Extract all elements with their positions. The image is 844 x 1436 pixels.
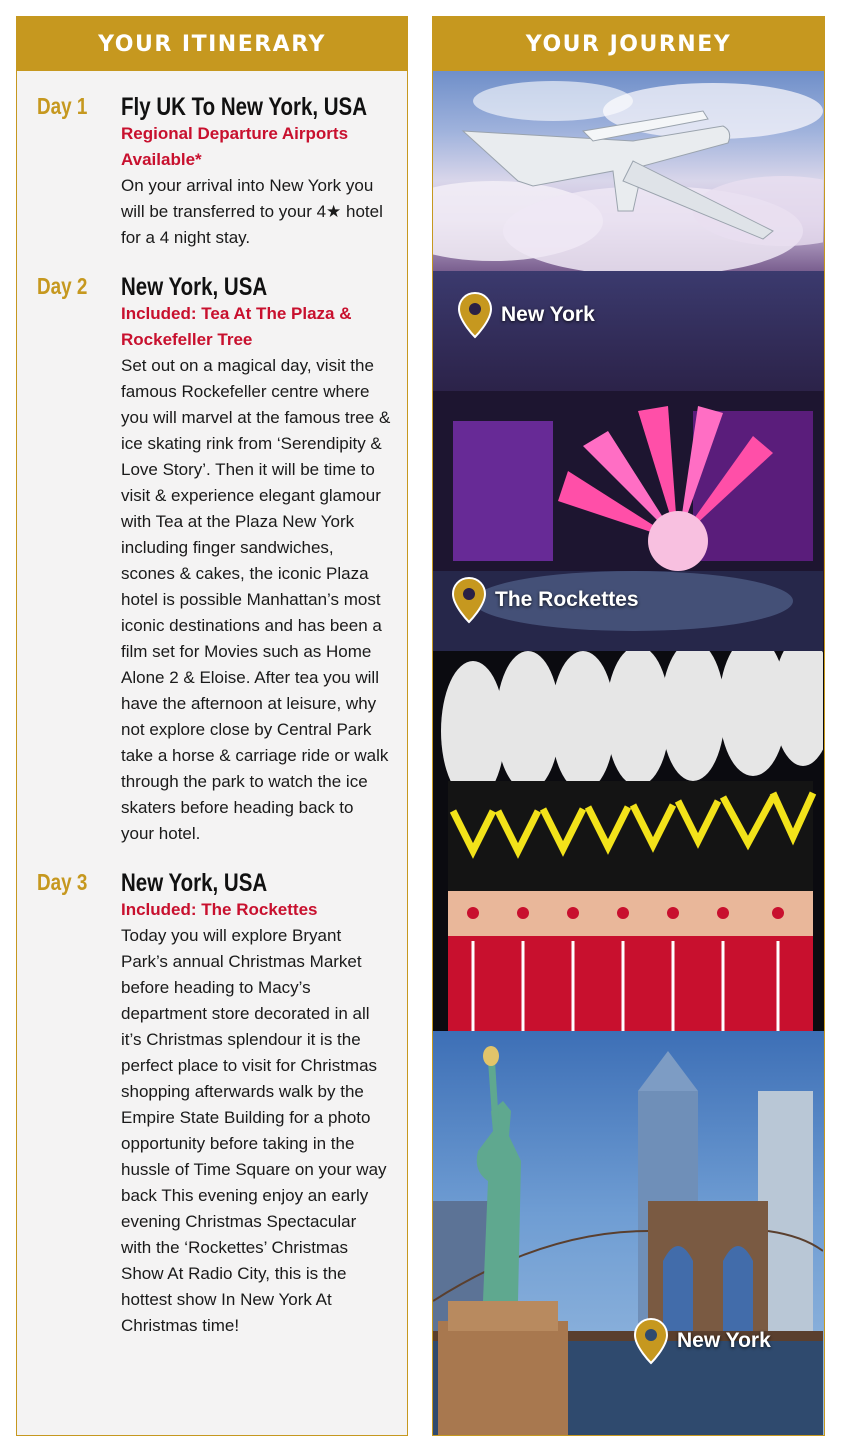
day-title: New York, USA <box>121 869 268 897</box>
day-included: Included: The Rockettes <box>121 900 318 919</box>
location-pin-icon <box>457 291 493 339</box>
day-title: New York, USA <box>121 273 268 301</box>
airplane-clouds-image <box>433 71 824 271</box>
pin-new-york-skyline <box>633 1317 771 1365</box>
location-pin-icon <box>633 1317 669 1365</box>
itinerary-day-3 <box>17 869 407 1339</box>
new-york-lights-image <box>433 271 824 651</box>
skyline-graphic <box>433 1031 823 1436</box>
journey-header: YOUR JOURNEY <box>433 17 824 71</box>
pin-new-york <box>457 291 595 339</box>
location-pin-icon <box>451 576 487 624</box>
day-included: Included: Tea At The Plaza & Rockefeller Tree <box>121 304 352 349</box>
day-description: On your arrival into New York you will be transferred to your 4★ hotel for a 4 night stay. <box>121 176 383 247</box>
day-description: Today you will explore Bryant Park’s annual Christmas Market before heading to Macy’s department store decorated in all it’s Christmas splendour it is the perfect place to visit for Christmas shopping afterwards walk by the Empire State Building for a photo opportunity before taking in the hussle of Time Square on your way back This evening enjoy an early evening Christmas Spectacular with the ‘Rockettes’ Christmas Show At Radio City, this is the hottest show In New York At Christmas time! <box>121 926 387 1335</box>
airplane-icon <box>433 71 823 271</box>
statue-of-liberty-skyline-image <box>433 1031 824 1436</box>
rockettes-graphic <box>433 651 823 1031</box>
pin-label: The Rockettes <box>495 588 639 611</box>
rockettes-image <box>433 651 824 1031</box>
pin-the-rockettes <box>451 576 639 624</box>
day-label: Day 2 <box>37 273 88 299</box>
day-title: Fly UK To New York, USA <box>121 93 368 121</box>
day-description: Set out on a magical day, visit the famous Rockefeller centre where you will marvel at the famous tree & ice skating rink from ‘Serendipity & Love Story’. Then it will be time to visit & experience elegant glamour with Tea at the Plaza New York including finger sandwiches, scones & cakes, the iconic Plaza hotel is possible Manhattan’s most iconic destinations and has been a film set for Movies such as Home Alone 2 & Eloise. After tea you will have the afternoon at leisure, why not explore close by Central Park take a horse & carriage ride or walk through the park to watch the ice skaters before heading back to your hotel. <box>121 356 391 843</box>
pin-label: New York <box>677 1329 771 1352</box>
pin-label: New York <box>501 303 595 326</box>
journey-panel <box>432 16 825 1436</box>
itinerary-day-2 <box>17 273 407 847</box>
day-included: Regional Departure Airports Available* <box>121 124 349 169</box>
itinerary-panel <box>16 16 408 1436</box>
itinerary-header: YOUR ITINERARY <box>17 17 407 71</box>
itinerary-day-1 <box>17 93 407 251</box>
day-label: Day 3 <box>37 869 88 895</box>
day-label: Day 1 <box>37 93 88 119</box>
